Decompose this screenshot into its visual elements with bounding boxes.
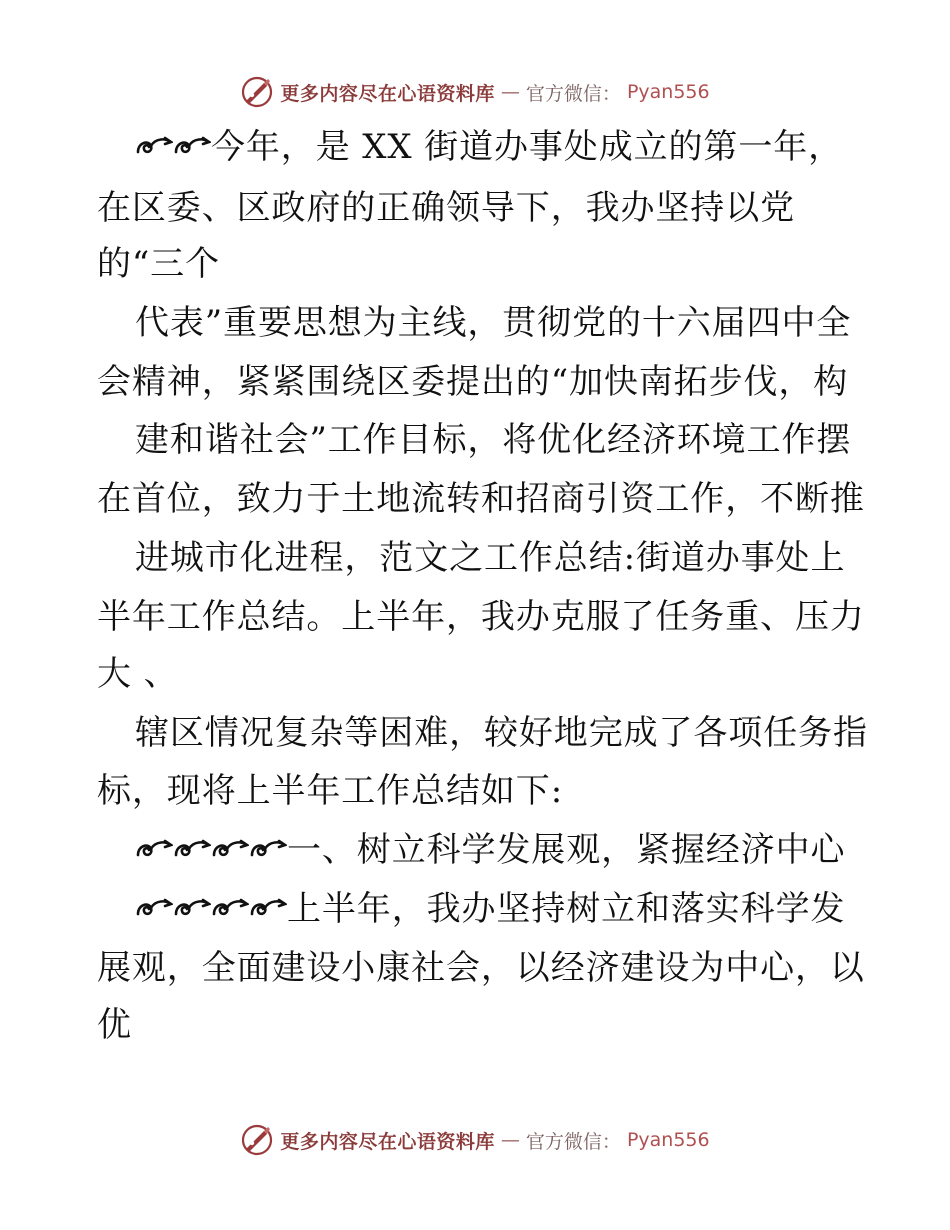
body-line-3: 的“三个 [97,244,220,284]
header-banner [0,72,950,112]
body-line-1 [135,127,843,167]
banner-wechat-id: Pyan556 [626,81,710,103]
body-line-4: 代表”重要思想为主线，贯彻党的十六届四中全 [135,303,852,343]
banner-title: 更多内容尽在心语资料库 [280,1130,495,1153]
body-line-2: 在区委、区政府的正确领导下，我办坚持以党 [97,188,795,228]
body-line-15: 展观，全面建设小康社会，以经济建设为中心，以 [97,948,865,988]
body-line-16: 优 [97,1005,132,1045]
banner-dash: — [500,81,520,103]
body-line-14 [135,889,845,929]
body-line-6: 建和谐社会”工作目标，将优化经济环境工作摆 [135,420,852,460]
swirl-ornament-icon [173,835,211,863]
swirl-ornament-icon [173,894,211,922]
pen-circle-logo-icon [240,1123,274,1157]
body-line-11: 辖区情况复杂等困难，较好地完成了各项任务指 [135,713,868,753]
swirl-ornament-icon [135,132,173,160]
body-line-9: 半年工作总结。上半年，我办克服了任务重、压力 [97,597,865,637]
swirl-ornament-icon [249,835,287,863]
banner-wechat-label: 官方微信： [525,82,621,105]
body-line-5: 会精神，紧紧围绕区委提出的“加快南拓步伐，构 [97,362,849,402]
section-heading: 一、树立科学发展观，紧握经济中心 [287,830,846,870]
body-line-13 [135,830,845,870]
banner-title: 更多内容尽在心语资料库 [280,82,495,105]
swirl-ornament-icon [135,894,173,922]
swirl-ornament-icon [211,835,249,863]
banner-dash: — [500,1129,520,1151]
body-line-7: 在首位，致力于土地流转和招商引资工作，不断推 [97,479,865,519]
swirl-ornament-icon [135,835,173,863]
banner-wechat-id: Pyan556 [626,1129,710,1151]
swirl-ornament-icon [211,894,249,922]
swirl-ornament-icon [249,894,287,922]
pen-circle-logo-icon [240,75,274,109]
footer-banner [0,1120,950,1160]
body-line-12: 标，现将上半年工作总结如下: [97,771,564,811]
body-line-text: 上半年，我办坚持树立和落实科学发 [287,889,846,929]
swirl-ornament-icon [173,132,211,160]
body-line-8: 进城市化进程，范文之工作总结:街道办事处上 [135,538,846,578]
banner-wechat-label: 官方微信： [525,1130,621,1153]
body-line-10: 大 、 [97,654,179,694]
body-line-text: 今年，是 XX 街道办事处成立的第一年， [211,127,844,167]
